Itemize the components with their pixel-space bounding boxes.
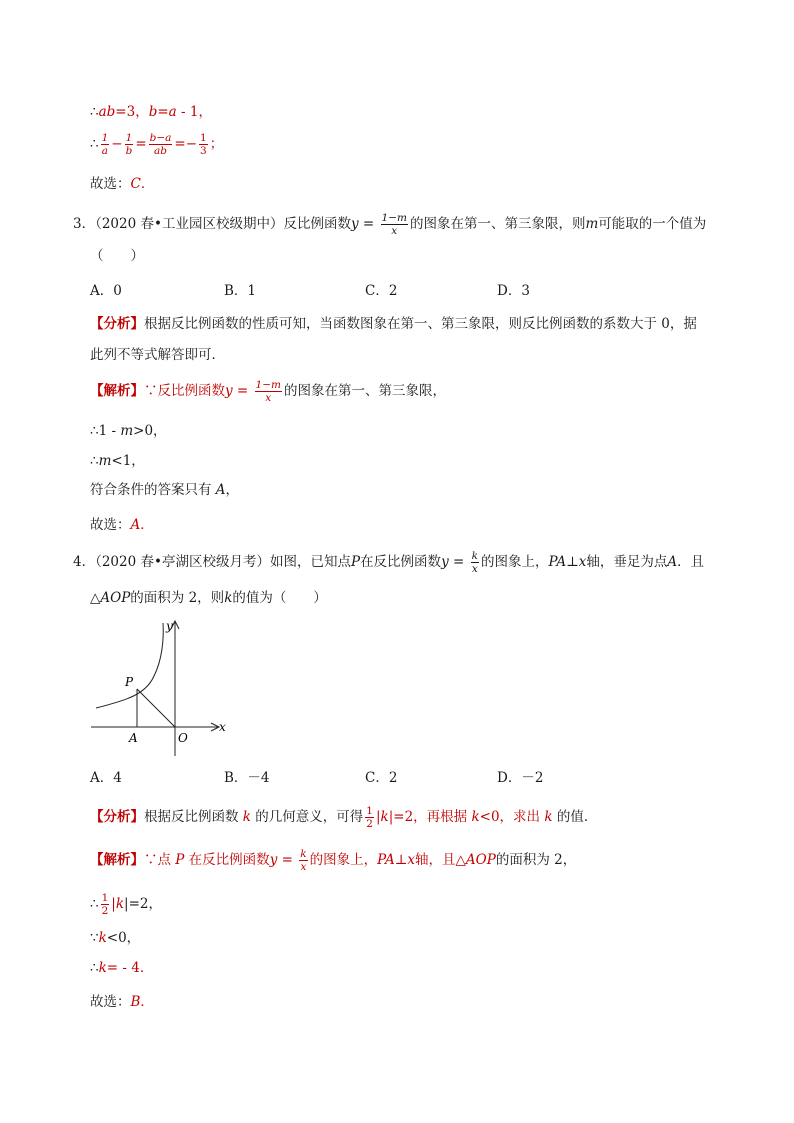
q3-solution-step-1: ∴1 - m>0， [90, 423, 167, 439]
q3-solution-line-1: 【解析】∵反比例函数y = $\frac{1-m}{x}$ 的图象在第一、第三象限， [90, 379, 446, 404]
fraction: $\frac{1-m}{x}$ [381, 212, 407, 237]
fraction: $\frac{1}{3}$ [200, 132, 207, 157]
fraction: $\frac{1}{2}$ [101, 892, 109, 917]
fraction: $\frac{1}{a}$ [101, 132, 109, 157]
prev-line-2: ∴ $\frac{1}{a}$ − $\frac{1}{b}$ = $\frac{b-a}{ab}$ =− $\frac{1}{3}$ ； [90, 132, 224, 157]
fraction: $\frac{1-m}{x}$ [255, 379, 281, 404]
q3-solution-step-2: ∴m<1， [90, 453, 145, 469]
label-y: y [166, 619, 173, 633]
q4-solution-step-3: ∴k= - 4． [90, 960, 154, 976]
q3-option-d[interactable]: D．3 [497, 283, 530, 299]
label-o: O [178, 731, 188, 745]
q4-solution-step-2: ∵k<0， [90, 930, 141, 946]
q4-analysis: 【分析】根据反比例函数 k 的几何意义，可得 $\frac{1}{2}$ |k|=2，再根据 k<0，求出 k 的值． [90, 805, 598, 830]
q4-option-c[interactable]: C．2 [365, 770, 398, 786]
q3-option-a[interactable]: A．0 [90, 283, 122, 299]
q4-stem-line-2: △AOP的面积为 2，则k的值为（ ） [90, 590, 327, 606]
q3-analysis-line-2: 此列不等式解答即可． [90, 347, 225, 363]
var-ab: ab [98, 104, 116, 120]
q4-solution-line-1: 【解析】∵点 P 在反比例函数y = $\frac{k}{x}$ 的图象上，PA⊥x轴，且△AOP的面积为 2， [90, 848, 577, 873]
q3-option-b[interactable]: B．1 [224, 283, 257, 299]
fraction: $\frac{1}{b}$ [125, 132, 133, 157]
q4-figure [88, 616, 238, 761]
q4-answer: 故选：B． [90, 994, 154, 1010]
label-x: x [219, 720, 226, 734]
label-a: A [129, 731, 138, 745]
hyperbola-curve [96, 623, 163, 708]
q4-stem-line-1: 4．（2020 春•亭湖区校级月考）如图，已知点P在反比例函数y = $\frac{k}{x}$ 的图象上，PA⊥x轴，垂足为点A．且 [73, 550, 705, 575]
q3-option-c[interactable]: C．2 [365, 283, 398, 299]
q4-solution-step-1: ∴ $\frac{1}{2}$ |k|=2， [90, 892, 162, 917]
fraction: $\frac{b-a}{ab}$ [149, 132, 172, 157]
q3-analysis-line-1: 【分析】根据反比例函数的性质可知，当函数图象在第一、第三象限，则反比例函数的系数大于 0，据 [90, 316, 697, 332]
segment-po [137, 689, 175, 727]
q4-option-d[interactable]: D．－2 [497, 770, 544, 786]
q3-paren: （ ） [90, 248, 144, 264]
label-p: P [125, 675, 134, 689]
q3-stem-line-1: 3．（2020 春•工业园区校级期中）反比例函数y = $\frac{1-m}{x}$ 的图象在第一、第三象限，则m可能取的一个值为 [73, 212, 707, 237]
q3-answer: 故选：A． [90, 517, 154, 533]
fraction: $\frac{1}{2}$ [366, 805, 373, 830]
q3-solution-step-3: 符合条件的答案只有 A， [90, 482, 240, 498]
prev-line-1: ∴ab=3，b=a - 1， [90, 104, 212, 120]
prev-answer: 故选：C． [90, 176, 155, 192]
q4-option-a[interactable]: A．4 [90, 770, 122, 786]
fraction: $\frac{k}{x}$ [300, 848, 307, 873]
q4-option-b[interactable]: B．－4 [224, 770, 270, 786]
fraction: $\frac{k}{x}$ [471, 550, 478, 575]
